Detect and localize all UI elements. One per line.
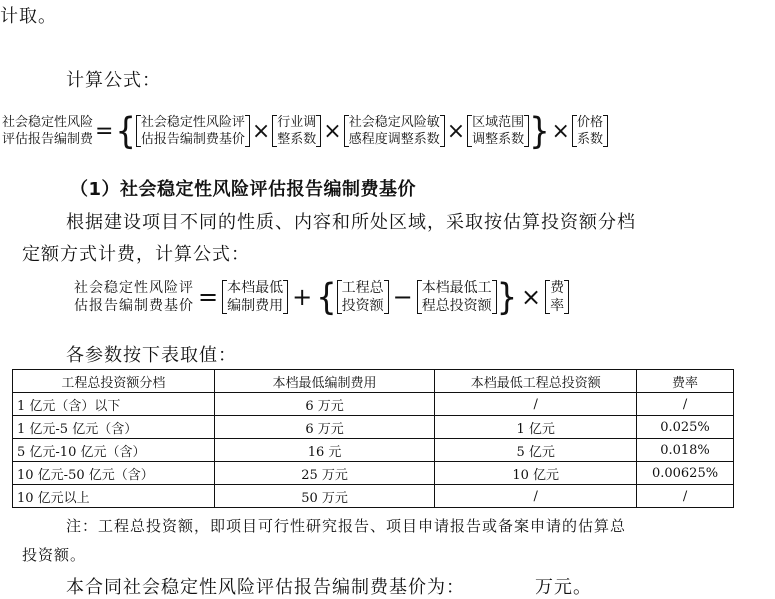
table-row: [13, 462, 734, 485]
formula1-term-region: 区域范围 调整系数: [467, 114, 529, 148]
close-brace: }: [496, 275, 518, 319]
cell-tier: 5 亿元-10 亿元（含）: [13, 439, 215, 462]
cell-min-investment: 1 亿元: [435, 416, 637, 439]
paragraph-line-1: 根据建设项目不同的性质、内容和所处区域，采取按估算投资额分档: [66, 212, 636, 233]
cell-min-fee: 6 万元: [214, 416, 435, 439]
times-sign: ×: [446, 118, 466, 144]
cell-min-fee: 6 万元: [214, 393, 435, 416]
times-sign: ×: [251, 118, 271, 144]
note-line-2: 投资额。: [22, 546, 87, 564]
formula1-term-sensitivity: 社会稳定风险敏 感程度调整系数: [344, 114, 445, 148]
cell-min-fee: 16 元: [214, 439, 435, 462]
times-sign: ×: [323, 118, 342, 144]
cell-min-fee: 25 万元: [214, 462, 435, 485]
cell-rate: 0.018%: [637, 439, 734, 462]
cell-min-investment: 5 亿元: [435, 439, 637, 462]
cell-tier: 10 亿元以上: [13, 485, 215, 508]
table-row: [13, 485, 734, 508]
header-min-fee: 本档最低编制费用: [214, 370, 435, 393]
formula2-lhs: 社会稳定性风险评 估报告编制费基价: [74, 280, 194, 314]
formula-2: [74, 275, 569, 319]
open-brace: {: [115, 109, 136, 153]
minus-sign: −: [392, 283, 413, 311]
open-brace: {: [316, 275, 337, 319]
times-sign: ×: [551, 118, 570, 144]
table-intro: 各参数按下表取值：: [66, 345, 237, 366]
table-row: [13, 393, 734, 416]
fee-table: [12, 369, 734, 508]
formula1-term-price: 价格 系数: [572, 114, 608, 148]
equals-sign: =: [198, 283, 219, 311]
formula-1: [2, 109, 608, 153]
top-text: 计取。: [0, 6, 57, 27]
cell-min-investment: 10 亿元: [435, 462, 637, 485]
cell-min-investment: /: [435, 485, 637, 508]
cell-rate: 0.025%: [637, 416, 734, 439]
formula1-lhs: 社会稳定性风险 评估报告编制费: [2, 115, 94, 147]
formula1-term-base-fee: 社会稳定性风险评 估报告编制费基价: [136, 114, 250, 148]
cell-tier: 1 亿元（含）以下: [13, 393, 215, 416]
table-row: [13, 439, 734, 462]
formula1-term-industry: 行业调 整系数: [272, 114, 321, 148]
plus-sign: +: [292, 283, 313, 311]
cell-min-investment: /: [435, 393, 637, 416]
final-prefix: 本合同社会稳定性风险评估报告编制费基价为：: [66, 577, 465, 598]
times-sign: ×: [521, 283, 542, 311]
formula2-term-total-investment: 工程总 投资额: [337, 279, 389, 315]
table-row: [13, 416, 734, 439]
final-suffix: 万元。: [535, 577, 592, 598]
final-line: [66, 573, 592, 599]
equals-sign: =: [95, 118, 114, 144]
cell-min-fee: 50 万元: [214, 485, 435, 508]
close-brace: }: [529, 109, 550, 153]
note-line-1: 注：工程总投资额，即项目可行性研究报告、项目申请报告或备案申请的估算总: [66, 517, 627, 535]
paragraph-line-2: 定额方式计费，计算公式：: [22, 244, 250, 265]
formula2-term-min-fee: 本档最低 编制费用: [222, 279, 288, 315]
header-investment-tier: 工程总投资额分档: [13, 370, 215, 393]
formula-heading: 计算公式：: [66, 70, 161, 91]
header-rate: 费率: [637, 370, 734, 393]
cell-rate: /: [637, 393, 734, 416]
formula2-term-min-investment: 本档最低工 程总投资额: [417, 279, 497, 315]
cell-tier: 1 亿元-5 亿元（含）: [13, 416, 215, 439]
cell-rate: /: [637, 485, 734, 508]
section-heading: （1）社会稳定性风险评估报告编制费基价: [70, 179, 417, 200]
header-min-investment: 本档最低工程总投资额: [435, 370, 637, 393]
cell-tier: 10 亿元-50 亿元（含）: [13, 462, 215, 485]
formula2-term-rate: 费 率: [545, 279, 569, 315]
cell-rate: 0.00625%: [637, 462, 734, 485]
table-header-row: [13, 370, 734, 393]
